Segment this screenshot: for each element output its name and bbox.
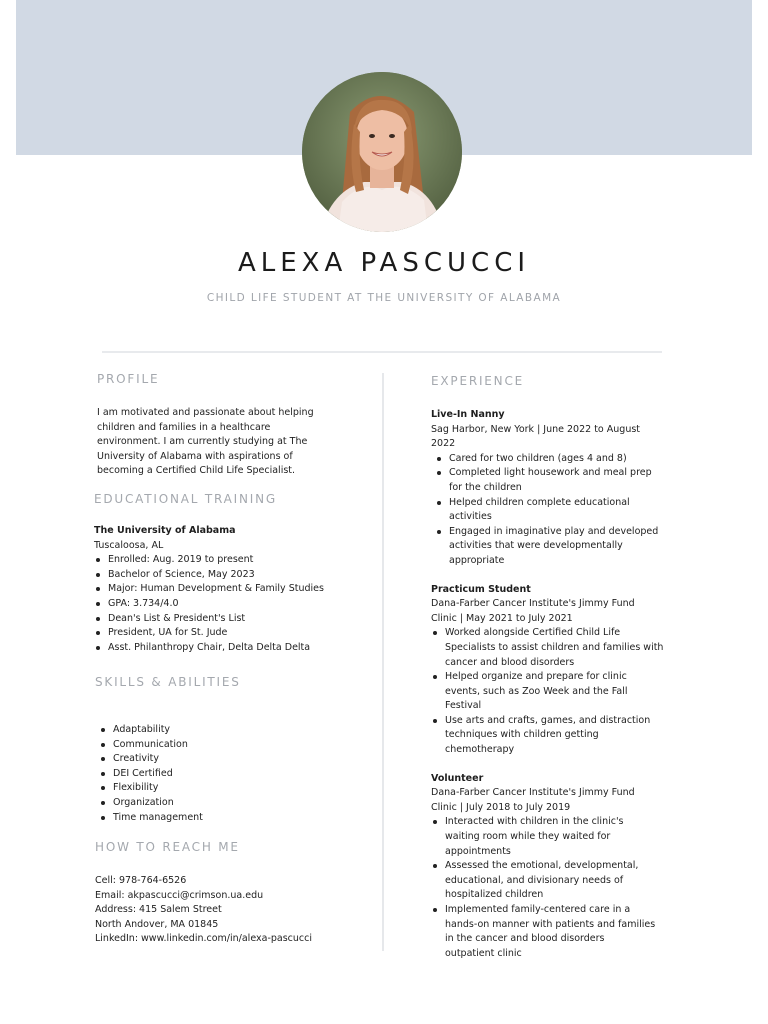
list-item: Dean's List & President's List — [108, 612, 364, 627]
bullet-line: Helped organize and prepare for clinic — [445, 671, 627, 683]
contact-phone: Cell: 978-764-6526 — [95, 875, 187, 886]
list-item: Creativity — [113, 752, 365, 767]
skills-section — [95, 675, 365, 825]
bullet-line: Engaged in imaginative play and developed — [449, 525, 659, 537]
job-meta-line: Sag Harbor, New York | June 2022 to August — [431, 423, 641, 435]
experience-title: EXPERIENCE — [431, 374, 525, 388]
profile-section — [97, 372, 357, 479]
list-item — [449, 466, 671, 495]
bullet-line: Specialists to assist children and families with — [445, 641, 664, 653]
bullet-line: activities that were developmentally — [449, 540, 623, 552]
list-item: Communication — [113, 738, 365, 753]
job-bullets — [431, 452, 671, 569]
list-item: Asst. Philanthropy Chair, Delta Delta Delta — [108, 641, 364, 656]
bullet-line: events, such as Zoo Week and the Fall — [445, 685, 628, 697]
profile-line: children and families in a healthcare — [97, 421, 271, 433]
job-meta — [431, 423, 671, 452]
job-meta-line: Clinic | July 2018 to July 2019 — [431, 801, 571, 813]
job-entry — [431, 772, 671, 962]
contact-title: HOW TO REACH ME — [95, 840, 240, 854]
header-divider — [102, 351, 662, 353]
job-meta-line: Dana-Farber Cancer Institute's Jimmy Fund — [431, 598, 635, 610]
bullet-line: hospitalized children — [445, 889, 544, 901]
list-item: Enrolled: Aug. 2019 to present — [108, 553, 364, 568]
bullet-line: cancer and blood disorders — [445, 656, 575, 668]
bullet-line: activities — [449, 511, 492, 523]
job-bullets — [431, 626, 671, 757]
list-item — [449, 525, 671, 569]
profile-line: environment. I am currently studying at The — [97, 436, 308, 448]
job-meta — [431, 786, 671, 815]
education-section — [94, 492, 364, 655]
right-column — [431, 374, 671, 975]
school-name: The University of Alabama — [94, 525, 236, 536]
bullet-line: in the cancer and blood disorders — [445, 933, 605, 945]
skills-list — [95, 723, 365, 825]
bullet-line: chemotherapy — [445, 744, 515, 756]
education-title: EDUCATIONAL TRAINING — [94, 492, 277, 506]
bullet-line: outpatient clinic — [445, 947, 522, 959]
list-item: DEI Certified — [113, 767, 365, 782]
profile-line: I am motivated and passionate about helping — [97, 407, 314, 418]
list-item: GPA: 3.734/4.0 — [108, 597, 364, 612]
list-item — [445, 815, 671, 859]
job-meta-line: 2022 — [431, 438, 456, 450]
job-meta-line: Dana-Farber Cancer Institute's Jimmy Fund — [431, 787, 635, 799]
job-role: Practicum Student — [431, 583, 531, 595]
list-item — [445, 626, 671, 670]
bullet-line: techniques with children getting — [445, 729, 599, 741]
bullet-line: Cared for two children (ages 4 and 8) — [449, 452, 627, 464]
list-item — [445, 670, 671, 714]
candidate-name: ALEXA PASCUCCI — [237, 248, 531, 278]
job-meta — [431, 597, 671, 626]
contact-details — [95, 874, 365, 947]
contact-city: North Andover, MA 01845 — [95, 918, 219, 930]
list-item: President, UA for St. Jude — [108, 626, 364, 641]
profile-title: PROFILE — [97, 372, 160, 386]
bullet-line: Use arts and crafts, games, and distraction — [445, 714, 651, 726]
job-role: Live-In Nanny — [431, 409, 505, 420]
job-bullets — [431, 815, 671, 961]
school-location: Tuscaloosa, AL — [94, 539, 164, 551]
bullet-line: Assessed the emotional, developmental, — [445, 860, 639, 872]
job-entry — [431, 583, 671, 758]
list-item — [449, 496, 671, 525]
bullet-line: Interacted with children in the clinic's — [445, 816, 624, 828]
column-divider — [382, 373, 384, 951]
profile-text — [97, 406, 357, 479]
contact-email[interactable]: Email: akpascucci@crimson.ua.edu — [95, 889, 264, 901]
portrait-image — [302, 72, 462, 232]
bullet-line: Implemented family-centered care in a — [445, 904, 631, 915]
job-entry — [431, 408, 671, 569]
bullet-line: educational, and divisionary needs of — [445, 874, 624, 886]
bullet-line: Helped children complete educational — [449, 496, 630, 508]
bullet-line: appropriate — [449, 554, 505, 566]
experience-list — [431, 408, 671, 961]
education-list — [94, 553, 364, 655]
contact-address: Address: 415 Salem Street — [95, 904, 222, 916]
list-item: Adaptability — [113, 723, 365, 738]
skills-title: SKILLS & ABILITIES — [95, 675, 241, 689]
profile-line: University of Alabama with aspirations of — [97, 450, 293, 462]
list-item — [445, 714, 671, 758]
bullet-line: hands-on manner with patients and families — [445, 918, 656, 930]
bullet-line: for the children — [449, 481, 522, 493]
candidate-subtitle: CHILD LIFE STUDENT AT THE UNIVERSITY OF ALABAMA — [206, 292, 562, 304]
list-item — [445, 859, 671, 903]
bullet-line: Completed light housework and meal prep — [449, 467, 652, 479]
list-item: Major: Human Development & Family Studies — [108, 582, 364, 597]
bullet-line: waiting room while they waited for — [445, 831, 611, 843]
list-item — [449, 452, 671, 467]
bullet-line: Worked alongside Certified Child Life — [445, 627, 621, 639]
list-item: Flexibility — [113, 781, 365, 796]
job-role: Volunteer — [431, 772, 484, 784]
bullet-line: Festival — [445, 700, 482, 712]
list-item — [445, 903, 671, 961]
contact-linkedin[interactable]: LinkedIn: www.linkedin.com/in/alexa-pascucci — [95, 933, 313, 945]
list-item: Bachelor of Science, May 2023 — [108, 568, 364, 583]
list-item: Organization — [113, 796, 365, 811]
list-item: Time management — [113, 811, 365, 826]
job-meta-line: Clinic | May 2021 to July 2021 — [431, 612, 573, 624]
profile-line: becoming a Certified Child Life Specialist. — [97, 465, 296, 477]
bullet-line: appointments — [445, 845, 511, 857]
profile-photo — [302, 72, 462, 232]
contact-section — [95, 840, 365, 947]
